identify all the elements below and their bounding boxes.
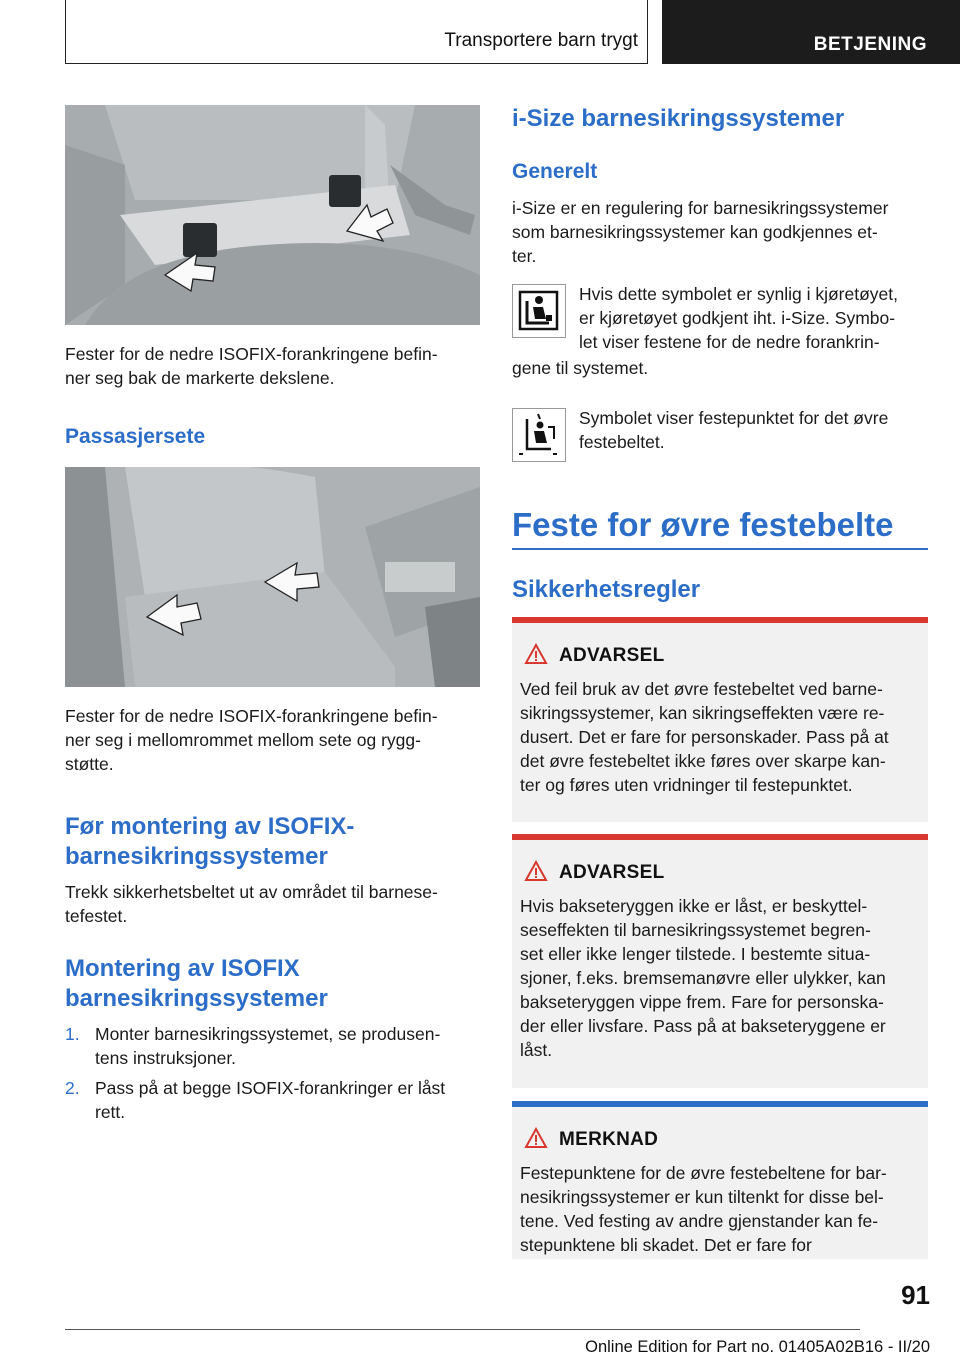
notice-callout <box>512 1101 928 1259</box>
heading-line: barnesikringssystemer <box>65 843 328 870</box>
step-number: 2. <box>65 1078 80 1098</box>
text-line: som barnesikringssystemer kan godkjennes et- <box>512 222 878 242</box>
top-tether-icon <box>512 408 566 462</box>
caption-line: støtte. <box>65 754 114 774</box>
text-line: festebeltet. <box>579 432 665 452</box>
callout-title: MERKNAD <box>559 1129 659 1150</box>
text-line: tene. Ved festing av andre gjenstander kan fe- <box>520 1211 879 1231</box>
step-line: rett. <box>95 1102 126 1122</box>
text-line: Hvis bakseteryggen ikke er låst, er beskyttel- <box>520 896 868 916</box>
text-line: stepunktene bli skadet. Det er fare for <box>520 1235 812 1255</box>
text-line: Symbolet viser festepunktet for det øvre <box>579 408 889 428</box>
caption-line: ner seg bak de markerte dekslene. <box>65 368 335 388</box>
caption-line: ner seg i mellomrommet mellom sete og rygg- <box>65 730 421 750</box>
text-line: ter og føres uten vridninger til festepunktet. <box>520 775 853 795</box>
step-item <box>65 1076 485 1124</box>
text-line: det øvre festebeltet ikke føres over skarpe kan- <box>520 751 886 771</box>
passenger-seat-heading: Passasjersete <box>65 425 206 448</box>
warning-bar <box>512 617 928 623</box>
step-line: tens instruksjoner. <box>95 1048 237 1068</box>
mounting-heading <box>65 954 328 1014</box>
step-line: Monter barnesikringssystemet, se produsen- <box>95 1024 441 1044</box>
general-text <box>512 196 932 268</box>
page-number: 91 <box>901 1280 930 1310</box>
tether-heading: Feste for øvre festebelte <box>512 506 894 543</box>
text-line: seseffekten til barnesikringssystemet begren- <box>520 920 871 940</box>
warning-callout <box>512 617 928 822</box>
text-line: er kjøretøyet godkjent iht. i-Size. Symbo- <box>579 308 896 328</box>
text-line: låst. <box>520 1040 553 1060</box>
heading-line: Montering av ISOFIX <box>65 955 300 982</box>
callout-text <box>520 894 925 1062</box>
caption-line: Fester for de nedre ISOFIX-forankringene befin- <box>65 344 438 364</box>
text-line: Ved feil bruk av det øvre festebeltet ved barne- <box>520 679 883 699</box>
notice-bar <box>512 1101 928 1107</box>
heading-line: barnesikringssystemer <box>65 985 328 1012</box>
text-line: sikringssystemer, kan sikringseffekten være re- <box>520 703 885 723</box>
text-line: i-Size er en regulering for barnesikringssystemer <box>512 198 889 218</box>
chapter-tab <box>662 0 960 64</box>
text-line: sjoner, f.eks. bremsemanøvre eller ulykker, kan <box>520 968 886 988</box>
symbol2-text <box>579 406 934 454</box>
text-line: dusert. Det er fare for personskader. Pass på at <box>520 727 889 747</box>
before-mounting-text <box>65 880 485 928</box>
edition-line: Online Edition for Part no. 01405A02B16 - II/20 <box>585 1338 930 1356</box>
passenger-seat-isofix-photo <box>65 467 480 687</box>
callout-text <box>520 677 925 797</box>
symbol1-tail: gene til systemet. <box>512 358 649 378</box>
step-number: 1. <box>65 1024 80 1044</box>
chapter-tab-label: BETJENING <box>813 34 927 55</box>
caption-line: Fester for de nedre ISOFIX-forankringene befin- <box>65 706 438 726</box>
warning-triangle-icon <box>524 1127 548 1154</box>
text-line: Festepunktene for de øvre festebeltene for bar- <box>520 1163 887 1183</box>
heading-line: Før montering av ISOFIX- <box>65 813 355 840</box>
mounting-steps <box>65 1022 485 1124</box>
text-line: Hvis dette symbolet er synlig i kjøretøyet, <box>579 284 898 304</box>
text-line: tefestet. <box>65 906 128 926</box>
caption-passenger-seat <box>65 704 485 776</box>
heading-rule <box>512 548 928 550</box>
warning-triangle-icon <box>524 860 548 887</box>
text-line: set eller ikke lenger tilstede. I bestemte situa- <box>520 944 871 964</box>
footer-rule <box>65 1329 860 1330</box>
text-line: nesikringssystemer er kun tiltenkt for disse bel- <box>520 1187 884 1207</box>
isize-seat-icon <box>512 284 566 338</box>
general-heading: Generelt <box>512 160 598 183</box>
safety-rules-heading: Sikkerhetsregler <box>512 576 701 603</box>
rear-seat-isofix-photo <box>65 105 480 325</box>
warning-bar <box>512 834 928 840</box>
step-item <box>65 1022 485 1070</box>
step-line: Pass på at begge ISOFIX-forankringer er låst <box>95 1078 446 1098</box>
text-line: let viser festene for de nedre forankrin- <box>579 332 880 352</box>
warning-callout <box>512 834 928 1088</box>
callout-title: ADVARSEL <box>559 862 665 883</box>
section-title: Transportere barn trygt <box>444 30 638 51</box>
isize-heading: i-Size barnesikringssystemer <box>512 105 845 132</box>
callout-title: ADVARSEL <box>559 645 665 666</box>
text-line: ter. <box>512 246 537 266</box>
before-mounting-heading <box>65 812 354 872</box>
symbol1-text <box>579 282 934 354</box>
caption-rear-seat <box>65 342 485 390</box>
text-line: der eller livsfare. Pass på at bakseteryggene er <box>520 1016 886 1036</box>
text-line: Trekk sikkerhetsbeltet ut av området til barnese- <box>65 882 438 902</box>
callout-text <box>520 1161 925 1257</box>
warning-triangle-icon <box>524 643 548 670</box>
text-line: bakseteryggen vippe frem. Fare for personska- <box>520 992 884 1012</box>
